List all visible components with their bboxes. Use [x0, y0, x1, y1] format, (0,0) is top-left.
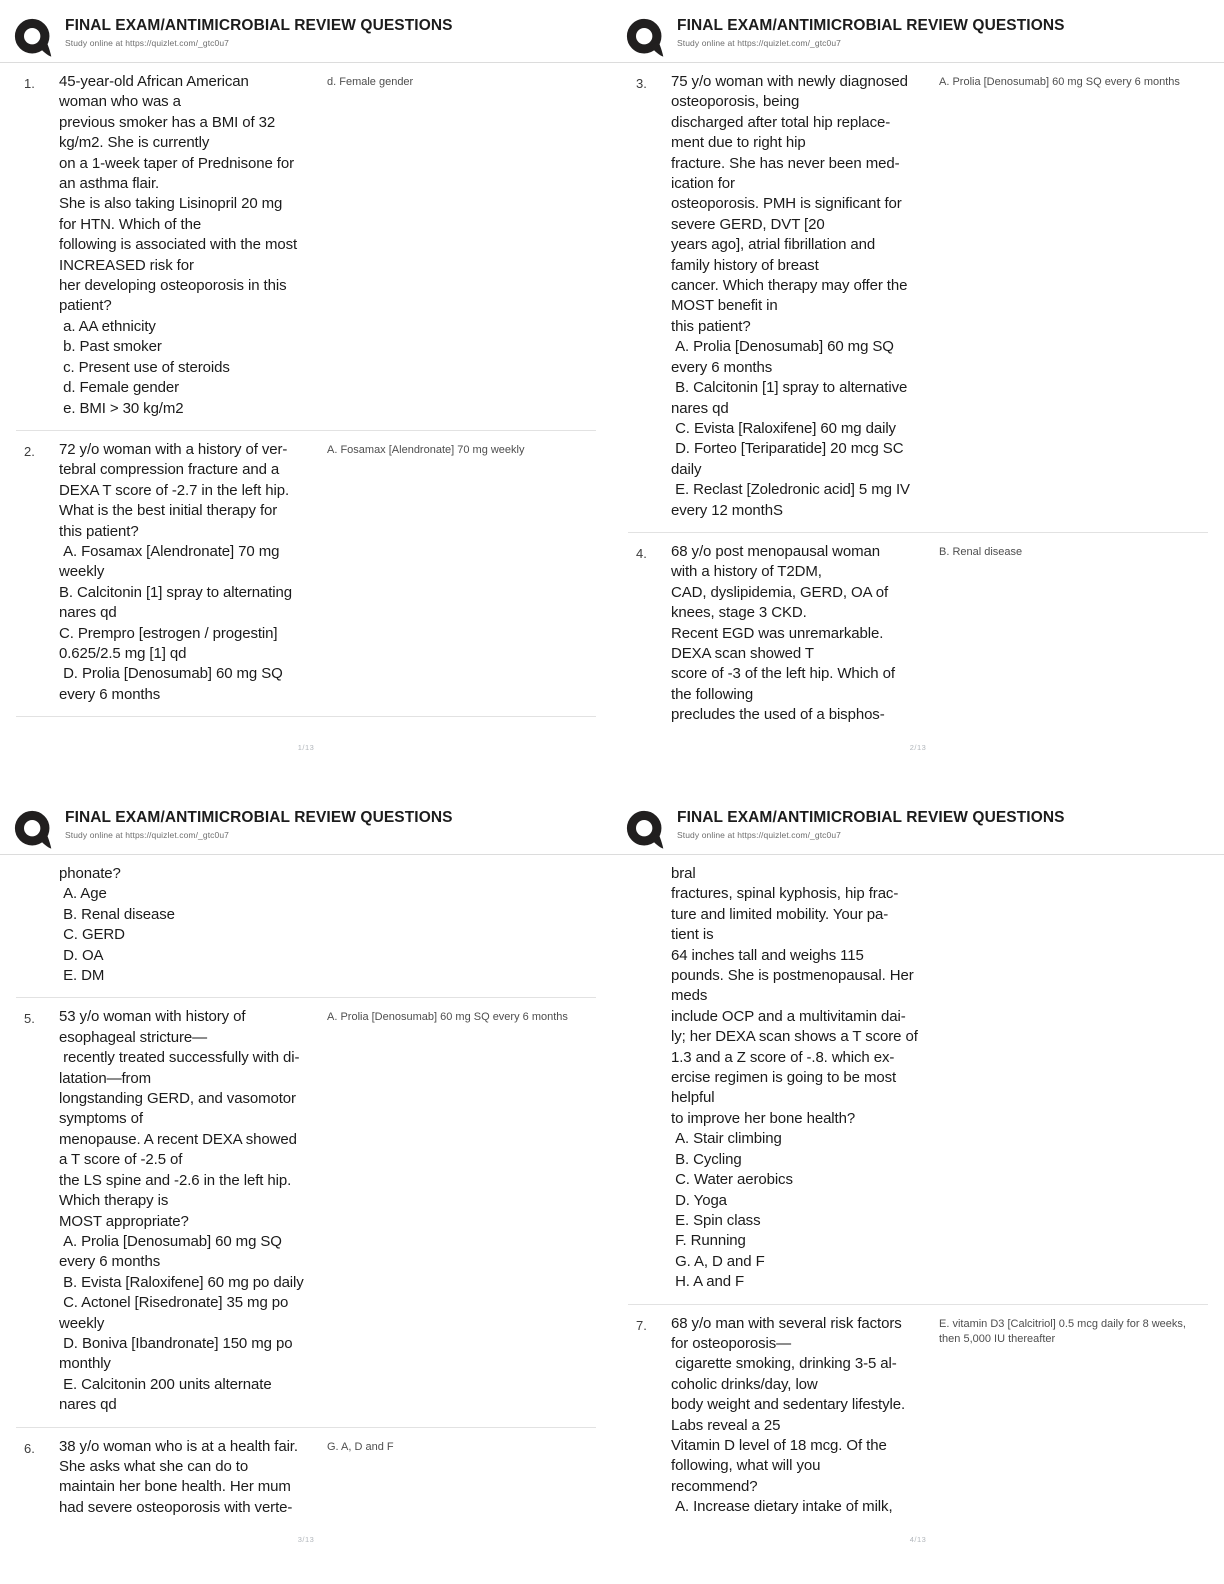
question-line: 45-year-old African American: [59, 73, 249, 90]
answer-line: then 5,000 IU thereafter: [939, 1332, 1056, 1345]
question-line: What is the best initial therapy for: [59, 502, 278, 520]
qa-entry: [16, 855, 596, 998]
question-line: kg/m2. She is currently: [59, 134, 210, 152]
question-line: A. Stair climbing: [671, 1130, 782, 1148]
question-line: B. Renal disease: [59, 905, 175, 923]
question-number: 3.: [636, 76, 647, 91]
question-line: a. AA ethnicity: [59, 317, 156, 335]
question-text: [59, 440, 323, 705]
question-text: [671, 864, 935, 1293]
question-line: the LS spine and -2.6 in the left hip.: [59, 1171, 292, 1189]
question-number: [16, 864, 59, 866]
question-line: a T score of -2.5 of: [59, 1151, 183, 1169]
page-header-text: [677, 807, 1065, 840]
question-line: woman who was a: [59, 93, 181, 111]
question-line: ercise regimen is going to be most: [671, 1069, 897, 1087]
page-header: [612, 792, 1224, 855]
answer-line: B. Renal disease: [939, 545, 1023, 558]
question-line: previous smoker has a BMI of 32: [59, 113, 276, 131]
question-line: C. GERD: [59, 926, 125, 944]
question-line: A. Prolia [Denosumab] 60 mg SQ: [671, 338, 894, 356]
question-line: an asthma flair.: [59, 175, 160, 193]
question-line: every 12 monthS: [671, 501, 783, 519]
answer-line: A. Prolia [Denosumab] 60 mg SQ every 6 months: [939, 76, 1180, 88]
qa-entry: [16, 431, 596, 717]
question-line: D. Boniva [Ibandronate] 150 mg po: [59, 1334, 293, 1352]
answer-text: [935, 864, 1208, 867]
question-line: on a 1-week taper of Prednisone for: [59, 154, 294, 172]
answer-line: d. Female gender: [327, 76, 414, 88]
quizlet-logo-icon: [14, 16, 54, 60]
question-line: E. Reclast [Zoledronic acid] 5 mg IV: [671, 481, 910, 499]
question-text: [671, 542, 935, 726]
page-header-text: [65, 807, 453, 840]
quizlet-logo-icon: [626, 808, 666, 852]
question-line: every 6 months: [59, 1253, 161, 1271]
question-line: patient?: [59, 297, 112, 315]
question-line: A. Increase dietary intake of milk,: [671, 1498, 893, 1516]
question-line: include OCP and a multivitamin dai-: [671, 1007, 906, 1025]
question-line: DEXA T score of -2.7 in the left hip.: [59, 481, 290, 499]
document-page: [612, 0, 1224, 792]
question-line: phonate?: [59, 865, 121, 882]
question-number: 4.: [636, 545, 647, 561]
question-text: [59, 1007, 323, 1415]
answer-line: G. A, D and F: [327, 1440, 394, 1453]
question-line: B. Calcitonin [1] spray to alternating: [59, 583, 292, 601]
question-number: 6.: [24, 1440, 35, 1456]
question-line: osteoporosis, being: [671, 93, 800, 111]
question-line: D. Prolia [Denosumab] 60 mg SQ: [59, 665, 283, 683]
question-line: A. Age: [59, 885, 107, 903]
page-header-text: [677, 15, 1065, 48]
question-line: cancer. Which therapy may offer the: [671, 277, 908, 295]
page-title: FINAL EXAM/ANTIMICROBIAL REVIEW QUESTIONS: [65, 17, 453, 34]
question-line: She asks what she can do to: [59, 1457, 249, 1475]
question-line: maintain her bone health. Her mum: [59, 1478, 291, 1496]
question-line: recommend?: [671, 1477, 758, 1495]
question-line: bral: [671, 865, 696, 882]
question-line: following is associated with the most: [59, 236, 298, 254]
question-line: D. OA: [59, 946, 104, 964]
question-line: every 6 months: [59, 685, 161, 703]
question-line: She is also taking Lisinopril 20 mg: [59, 195, 283, 213]
question-line: fractures, spinal kyphosis, hip frac-: [671, 885, 899, 903]
question-line: score of -3 of the left hip. Which of: [671, 665, 895, 683]
question-line: pounds. She is postmenopausal. Her: [671, 967, 914, 985]
question-line: fracture. She has never been med-: [671, 154, 900, 172]
question-line: 72 y/o woman with a history of ver-: [59, 440, 288, 458]
qa-entry: [628, 855, 1208, 1305]
question-line: knees, stage 3 CKD.: [671, 604, 807, 622]
study-online-url: Study online at https://quizlet.com/_gtc0u7: [677, 830, 842, 840]
question-line: b. Past smoker: [59, 338, 162, 356]
question-line: tient is: [671, 926, 714, 944]
question-line: Labs reveal a 25: [671, 1416, 781, 1434]
question-line: with a history of T2DM,: [671, 563, 822, 581]
question-line: monthly: [59, 1355, 111, 1373]
question-line: severe GERD, DVT [20: [671, 215, 825, 233]
qa-entry: [16, 63, 596, 431]
page-number: 3/13: [297, 1535, 315, 1544]
page-number: 1/13: [297, 743, 315, 752]
question-line: B. Cycling: [671, 1150, 742, 1168]
question-line: ication for: [671, 175, 735, 193]
question-line: precludes the used of a bisphos-: [671, 706, 885, 724]
question-line: osteoporosis. PMH is significant for: [671, 195, 902, 213]
question-number: 2.: [24, 443, 35, 459]
question-line: family history of breast: [671, 256, 819, 274]
question-line: ment due to right hip: [671, 134, 806, 152]
question-text: [59, 864, 323, 986]
question-line: C. Water aerobics: [671, 1171, 793, 1189]
question-line: A. Fosamax [Alendronate] 70 mg: [59, 542, 280, 560]
question-line: 64 inches tall and weighs 115: [671, 946, 864, 964]
question-line: longstanding GERD, and vasomotor: [59, 1090, 296, 1108]
question-line: CAD, dyslipidemia, GERD, OA of: [671, 583, 889, 601]
question-line: nares qd: [671, 399, 729, 417]
question-line: 75 y/o woman with newly diagnosed: [671, 73, 908, 90]
page-header: [612, 0, 1224, 63]
question-line: F. Running: [671, 1232, 746, 1250]
page-number: 2/13: [909, 743, 927, 752]
question-line: E. DM: [59, 967, 105, 985]
question-line: Recent EGD was unremarkable.: [671, 624, 884, 642]
page-header-text: [65, 15, 453, 48]
question-line: C. Evista [Raloxifene] 60 mg daily: [671, 419, 896, 437]
question-line: menopause. A recent DEXA showed: [59, 1130, 297, 1148]
question-line: for osteoporosis—: [671, 1334, 792, 1352]
document-page: [0, 792, 612, 1584]
question-line: for HTN. Which of the: [59, 215, 202, 233]
answer-text: [323, 864, 596, 867]
question-line: E. Calcitonin 200 units alternate: [59, 1375, 272, 1393]
page-header: [0, 792, 612, 855]
question-line: recently treated successfully with di-: [59, 1049, 300, 1067]
question-line: c. Present use of steroids: [59, 358, 230, 376]
question-line: weekly: [59, 563, 105, 581]
question-line: body weight and sedentary lifestyle.: [671, 1396, 906, 1414]
question-line: this patient?: [59, 522, 139, 540]
answer-text: [323, 1437, 596, 1455]
question-line: d. Female gender: [59, 379, 180, 397]
question-line: D. Forteo [Teriparatide] 20 mcg SC: [671, 440, 904, 458]
question-line: Which therapy is: [59, 1192, 169, 1210]
question-line: to improve her bone health?: [671, 1109, 856, 1127]
question-line: tebral compression fracture and a: [59, 461, 280, 479]
question-number: 1.: [24, 76, 35, 91]
page-number: 4/13: [909, 1535, 927, 1544]
answer-text: [935, 72, 1208, 90]
question-line: had severe osteoporosis with verte-: [59, 1498, 293, 1516]
question-line: 1.3 and a Z score of -.8. which ex-: [671, 1048, 895, 1066]
document-page: [612, 792, 1224, 1584]
question-line: symptoms of: [59, 1110, 143, 1128]
question-line: MOST benefit in: [671, 297, 778, 315]
question-line: coholic drinks/day, low: [671, 1375, 818, 1393]
question-line: DEXA scan showed T: [671, 644, 814, 662]
question-line: B. Evista [Raloxifene] 60 mg po daily: [59, 1273, 304, 1291]
document-page: [0, 0, 612, 792]
question-line: G. A, D and F: [671, 1252, 765, 1270]
question-number: 5.: [24, 1011, 35, 1027]
question-line: D. Yoga: [671, 1191, 727, 1209]
question-text: [59, 1437, 323, 1519]
question-line: H. A and F: [671, 1273, 745, 1291]
question-line: every 6 months: [671, 358, 773, 376]
question-line: 0.625/2.5 mg [1] qd: [59, 644, 187, 662]
question-line: 68 y/o post menopausal woman: [671, 542, 880, 560]
question-line: A. Prolia [Denosumab] 60 mg SQ: [59, 1232, 282, 1250]
answer-text: [323, 1007, 596, 1025]
answer-line: E. vitamin D3 [Calcitriol] 0.5 mcg daily for 8 weeks,: [939, 1317, 1186, 1330]
page-title: FINAL EXAM/ANTIMICROBIAL REVIEW QUESTIONS: [65, 809, 453, 826]
qa-entry: [16, 998, 596, 1427]
study-online-url: Study online at https://quizlet.com/_gtc0u7: [65, 830, 230, 840]
quizlet-logo-icon: [14, 808, 54, 852]
qa-entry: [628, 533, 1208, 737]
page-title: FINAL EXAM/ANTIMICROBIAL REVIEW QUESTIONS: [677, 809, 1065, 826]
answer-line: A. Fosamax [Alendronate] 70 mg weekly: [327, 443, 525, 456]
question-number: 7.: [636, 1317, 647, 1333]
page-header: [0, 0, 612, 63]
question-line: INCREASED risk for: [59, 256, 194, 274]
question-line: daily: [671, 460, 702, 478]
quizlet-logo-icon: [626, 16, 666, 60]
question-line: cigarette smoking, drinking 3-5 al-: [671, 1355, 897, 1373]
question-line: her developing osteoporosis in this: [59, 277, 287, 295]
question-line: ture and limited mobility. Your pa-: [671, 905, 889, 923]
question-number: [628, 864, 671, 866]
study-online-url: Study online at https://quizlet.com/_gtc0u7: [677, 38, 842, 48]
question-line: weekly: [59, 1314, 105, 1332]
question-text: [671, 72, 935, 521]
question-line: 53 y/o woman with history of: [59, 1008, 246, 1026]
question-line: C. Actonel [Risedronate] 35 mg po: [59, 1294, 289, 1312]
question-line: discharged after total hip replace-: [671, 113, 891, 131]
question-line: nares qd: [59, 1396, 117, 1414]
question-line: C. Prempro [estrogen / progestin]: [59, 624, 278, 642]
question-line: the following: [671, 685, 754, 703]
question-line: 68 y/o man with several risk factors: [671, 1314, 902, 1332]
question-text: [59, 72, 323, 419]
question-line: 38 y/o woman who is at a health fair.: [59, 1437, 298, 1455]
answer-text: [935, 542, 1208, 560]
question-line: MOST appropriate?: [59, 1212, 189, 1230]
answer-text: [323, 72, 596, 90]
question-line: years ago], atrial fibrillation and: [671, 236, 876, 254]
study-online-url: Study online at https://quizlet.com/_gtc0u7: [65, 38, 230, 48]
question-line: B. Calcitonin [1] spray to alternative: [671, 379, 908, 397]
page-title: FINAL EXAM/ANTIMICROBIAL REVIEW QUESTIONS: [677, 17, 1065, 34]
qa-entry: [628, 1305, 1208, 1529]
question-line: Vitamin D level of 18 mcg. Of the: [671, 1436, 887, 1454]
question-line: helpful: [671, 1089, 715, 1107]
question-line: nares qd: [59, 604, 117, 622]
answer-text: [323, 440, 596, 458]
answer-line: A. Prolia [Denosumab] 60 mg SQ every 6 months: [327, 1011, 568, 1024]
qa-entry: [628, 63, 1208, 533]
question-line: E. Spin class: [671, 1211, 761, 1229]
question-line: following, what will you: [671, 1457, 821, 1475]
question-line: latation—from: [59, 1069, 152, 1087]
question-line: this patient?: [671, 317, 751, 335]
qa-entry: [16, 1428, 596, 1530]
question-line: meds: [671, 987, 708, 1005]
answer-text: [935, 1314, 1208, 1347]
question-text: [671, 1314, 935, 1518]
question-line: esophageal stricture—: [59, 1028, 207, 1046]
question-line: ly; her DEXA scan shows a T score of: [671, 1028, 918, 1046]
question-line: e. BMI > 30 kg/m2: [59, 399, 184, 417]
